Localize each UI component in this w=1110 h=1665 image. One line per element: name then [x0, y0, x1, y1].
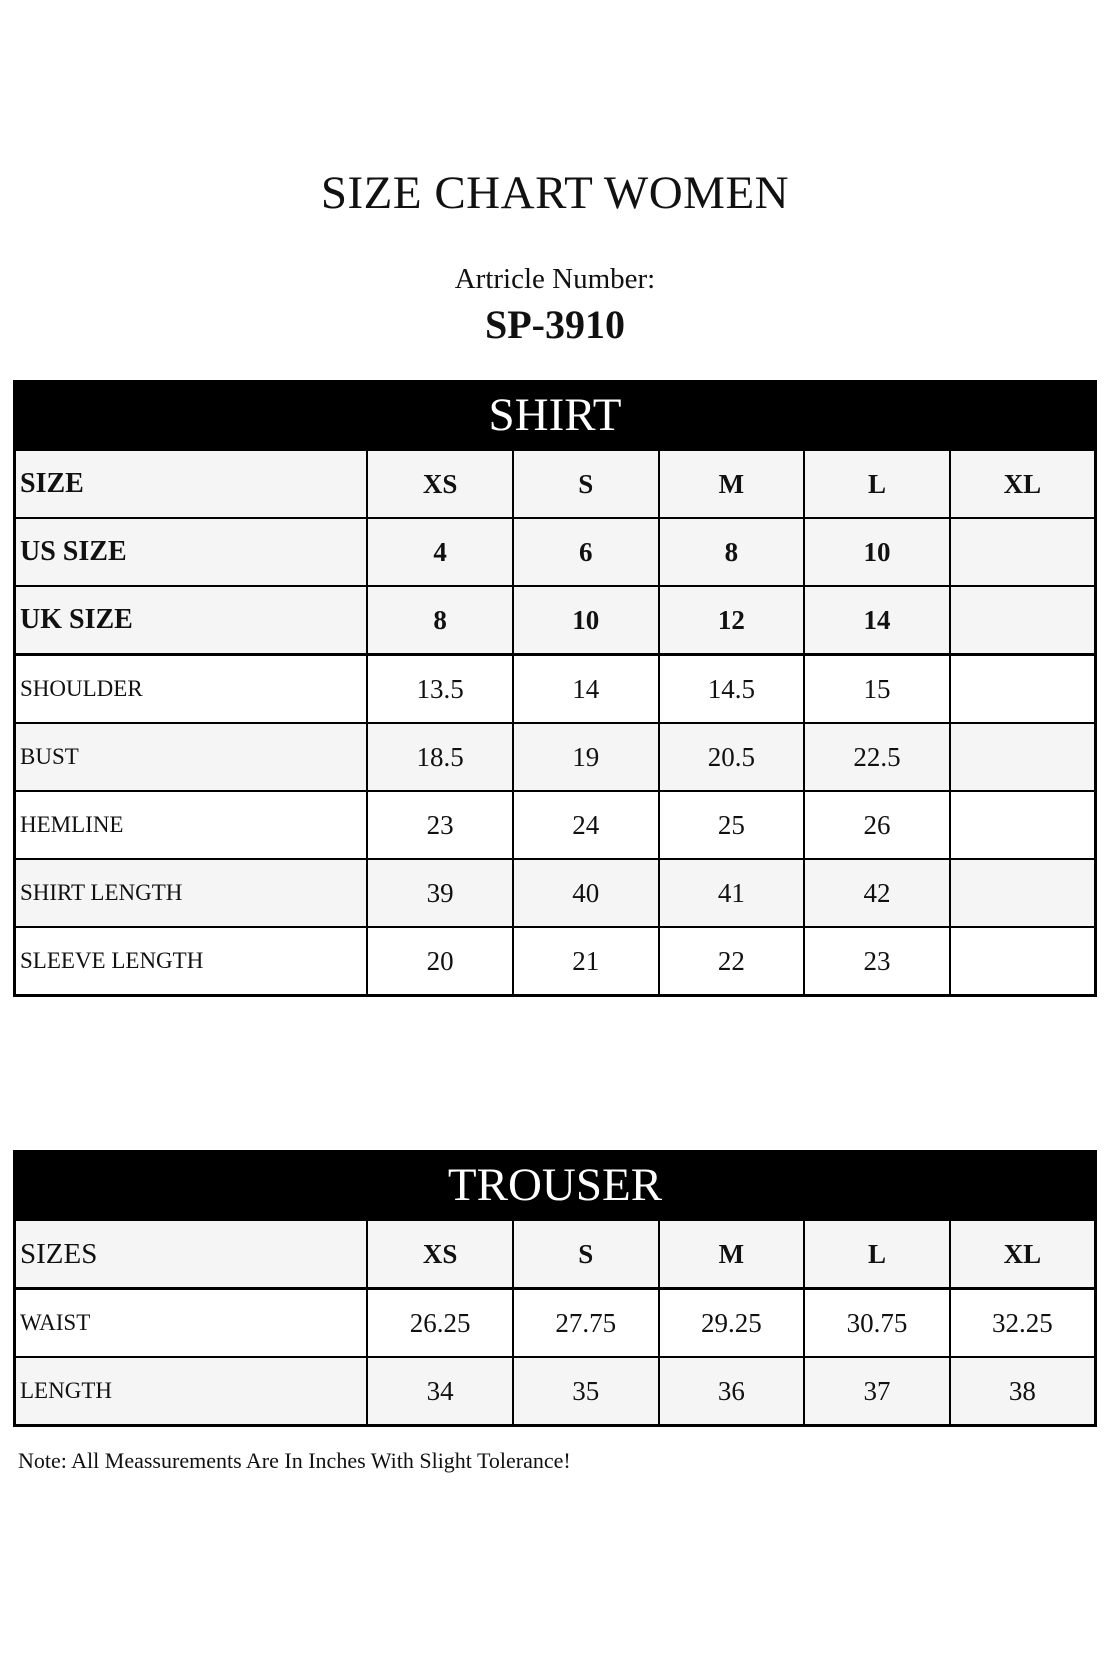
table-cell: [950, 927, 1096, 996]
table-cell: 25: [659, 791, 805, 859]
table-cell: 8: [659, 518, 805, 586]
row-label: LENGTH: [15, 1357, 368, 1426]
table-cell: [950, 655, 1096, 724]
table-cell: 18.5: [367, 723, 513, 791]
table-cell: 37: [804, 1357, 950, 1426]
table-cell: [950, 518, 1096, 586]
shirt-size-table: [13, 380, 1097, 997]
table-cell: 13.5: [367, 655, 513, 724]
table-cell: 32.25: [950, 1289, 1096, 1358]
table-row: [15, 586, 1096, 655]
table-row: [15, 655, 1096, 724]
table-cell: M: [659, 450, 805, 519]
table-cell: 36: [659, 1357, 805, 1426]
table-cell: 19: [513, 723, 659, 791]
table-cell: 10: [513, 586, 659, 655]
table-cell: 40: [513, 859, 659, 927]
table-row: [15, 791, 1096, 859]
table-cell: 23: [367, 791, 513, 859]
page-title: SIZE CHART WOMEN: [320, 167, 790, 219]
row-label: SLEEVE LENGTH: [15, 927, 368, 996]
table-cell: L: [804, 1220, 950, 1289]
trouser-size-table: [13, 1150, 1097, 1427]
table-cell: 35: [513, 1357, 659, 1426]
table-row: [15, 859, 1096, 927]
table-cell: 34: [367, 1357, 513, 1426]
row-label: SHIRT LENGTH: [15, 859, 368, 927]
shirt-size-header-row: [15, 450, 1096, 519]
table-row: [15, 1289, 1096, 1358]
row-label: US SIZE: [15, 518, 368, 586]
table-cell: [950, 586, 1096, 655]
table-cell: XS: [367, 450, 513, 519]
table-cell: 21: [513, 927, 659, 996]
table-row: [15, 927, 1096, 996]
row-label: HEMLINE: [15, 791, 368, 859]
table-cell: 26.25: [367, 1289, 513, 1358]
table-cell: S: [513, 1220, 659, 1289]
table-cell: 29.25: [659, 1289, 805, 1358]
table-cell: 38: [950, 1357, 1096, 1426]
row-label: WAIST: [15, 1289, 368, 1358]
table-row: [15, 723, 1096, 791]
article-number-label: Artricle Number:: [454, 263, 656, 295]
table-cell: 6: [513, 518, 659, 586]
row-label: UK SIZE: [15, 586, 368, 655]
table-cell: M: [659, 1220, 805, 1289]
table-cell: 22.5: [804, 723, 950, 791]
row-label: SHOULDER: [15, 655, 368, 724]
table-cell: 24: [513, 791, 659, 859]
table-cell: 14.5: [659, 655, 805, 724]
table-cell: XL: [950, 1220, 1096, 1289]
table-cell: 14: [513, 655, 659, 724]
table-cell: 20.5: [659, 723, 805, 791]
table-cell: 30.75: [804, 1289, 950, 1358]
table-cell: XL: [950, 450, 1096, 519]
table-cell: SIZES: [15, 1220, 368, 1289]
table-cell: 42: [804, 859, 950, 927]
table-cell: 26: [804, 791, 950, 859]
trouser-section-title: TROUSER: [15, 1152, 1096, 1220]
table-cell: L: [804, 450, 950, 519]
table-cell: 10: [804, 518, 950, 586]
table-cell: XS: [367, 1220, 513, 1289]
article-number-value: SP-3910: [485, 302, 625, 347]
shirt-section-title: SHIRT: [15, 382, 1096, 450]
table-row: [15, 1357, 1096, 1426]
row-label: BUST: [15, 723, 368, 791]
table-cell: 14: [804, 586, 950, 655]
table-cell: 4: [367, 518, 513, 586]
table-cell: 12: [659, 586, 805, 655]
trouser-size-header-row: [15, 1220, 1096, 1289]
measurement-note: Note: All Meassurements Are In Inches With Slight Tolerance!: [18, 1448, 571, 1473]
table-cell: 41: [659, 859, 805, 927]
table-cell: [950, 723, 1096, 791]
table-cell: 20: [367, 927, 513, 996]
table-cell: 39: [367, 859, 513, 927]
table-cell: [950, 791, 1096, 859]
table-cell: [950, 859, 1096, 927]
table-cell: 8: [367, 586, 513, 655]
table-cell: 27.75: [513, 1289, 659, 1358]
table-cell: 22: [659, 927, 805, 996]
table-row: [15, 518, 1096, 586]
table-cell: SIZE: [15, 450, 368, 519]
table-cell: 15: [804, 655, 950, 724]
table-cell: S: [513, 450, 659, 519]
table-cell: 23: [804, 927, 950, 996]
